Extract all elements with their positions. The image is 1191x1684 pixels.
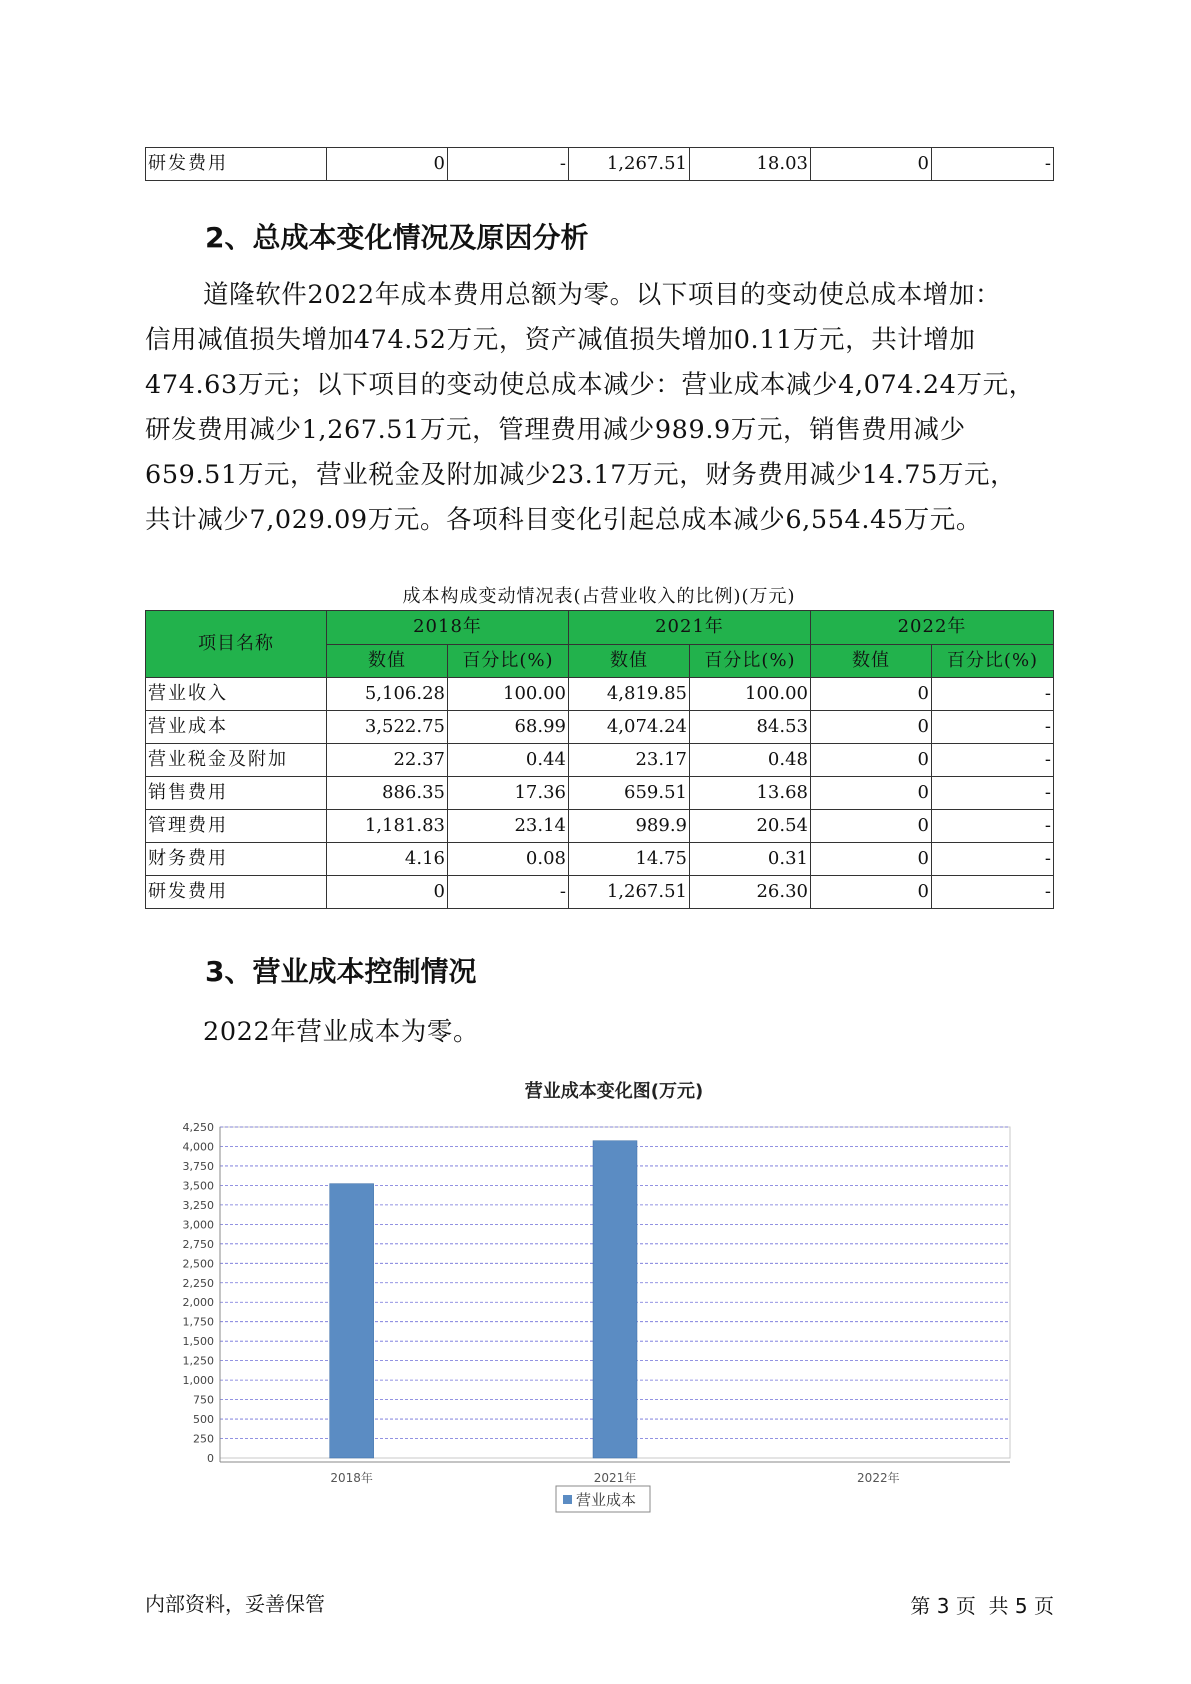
y-tick-label: 250	[193, 1432, 214, 1446]
table-cell: 1,267.51	[569, 148, 690, 181]
table-row	[146, 843, 1054, 876]
table-cell: 20.54	[690, 810, 811, 843]
y-tick-label: 2,000	[182, 1296, 214, 1310]
y-tick-label: 750	[193, 1393, 214, 1407]
table-row	[146, 876, 1054, 909]
table-cell: 0	[327, 876, 448, 909]
y-tick-label: 0	[207, 1452, 214, 1465]
paragraph-line: 共计减少7,029.09万元。各项科目变化引起总成本减少6,554.45万元。	[145, 505, 983, 535]
table-cell: 0.44	[448, 744, 569, 777]
y-tick-label: 4,000	[182, 1140, 214, 1154]
table-row	[146, 711, 1054, 744]
table-cell: 0	[811, 711, 932, 744]
table-row	[146, 777, 1054, 810]
table-cell: 23.14	[448, 810, 569, 843]
table-cell: 886.35	[327, 777, 448, 810]
table-cell: -	[448, 148, 569, 181]
section3-paragraph: 2022年营业成本为零。	[203, 1017, 480, 1047]
y-tick-label: 1,000	[182, 1374, 214, 1388]
table-cell: 22.37	[327, 744, 448, 777]
table-cell: 4,819.85	[569, 678, 690, 711]
y-tick-label: 2,750	[182, 1237, 214, 1251]
table-cell: -	[932, 777, 1054, 810]
table-cell: 100.00	[448, 678, 569, 711]
row-name: 研发费用	[146, 876, 327, 909]
sub-header: 数值	[811, 644, 932, 678]
table-cell: 0	[811, 810, 932, 843]
row-name: 销售费用	[146, 777, 327, 810]
year-header: 2021年	[569, 611, 811, 645]
row-name: 研发费用	[146, 148, 327, 181]
table-cell: 68.99	[448, 711, 569, 744]
table-cell: -	[932, 744, 1054, 777]
y-tick-label: 500	[193, 1413, 214, 1427]
table-cell: 1,181.83	[327, 810, 448, 843]
table-row	[146, 148, 1054, 181]
y-tick-label: 1,750	[182, 1315, 214, 1329]
table-cell: 84.53	[690, 711, 811, 744]
table-cell: -	[932, 843, 1054, 876]
section2-heading: 2、总成本变化情况及原因分析	[205, 221, 589, 254]
chart-title: 营业成本变化图(万元)	[524, 1081, 704, 1102]
table-cell: 18.03	[690, 148, 811, 181]
table-cell: 13.68	[690, 777, 811, 810]
paragraph-line: 474.63万元；以下项目的变动使总成本减少：营业成本减少4,074.24万元，	[145, 370, 1035, 400]
table-cell: 659.51	[569, 777, 690, 810]
cost-chart	[145, 1075, 1053, 1535]
table-caption: 成本构成变动情况表(占营业收入的比例)(万元)	[402, 586, 796, 607]
year-header: 2022年	[811, 611, 1054, 645]
row-name: 财务费用	[146, 843, 327, 876]
table-row	[146, 810, 1054, 843]
row-name: 营业收入	[146, 678, 327, 711]
legend-swatch	[563, 1495, 572, 1504]
y-tick-label: 3,250	[182, 1198, 214, 1212]
table-cell: 0.08	[448, 843, 569, 876]
year-header: 2018年	[327, 611, 569, 645]
table-cell: 3,522.75	[327, 711, 448, 744]
table-row	[146, 744, 1054, 777]
table-cell: 989.9	[569, 810, 690, 843]
x-tick-label: 2021年	[593, 1471, 637, 1485]
table-cell: 0	[811, 876, 932, 909]
table-cell: 0	[811, 777, 932, 810]
top-table	[145, 147, 1054, 181]
footer-left: 内部资料，妥善保管	[145, 1592, 325, 1616]
paragraph-line: 道隆软件2022年成本费用总额为零。以下项目的变动使总成本增加：	[203, 280, 1002, 310]
item-header: 项目名称	[146, 611, 327, 678]
table-cell: 100.00	[690, 678, 811, 711]
table-row	[146, 678, 1054, 711]
x-tick-label: 2018年	[330, 1471, 373, 1485]
table-cell: -	[932, 876, 1054, 909]
footer-page-number: 第 3 页 共 5 页	[910, 1594, 1054, 1618]
paragraph-line: 研发费用减少1,267.51万元，管理费用减少989.9万元，销售费用减少	[145, 415, 966, 445]
table-cell: 0.48	[690, 744, 811, 777]
sub-header: 百分比(%)	[932, 644, 1054, 678]
table-cell: -	[932, 148, 1054, 181]
sub-header: 数值	[569, 644, 690, 678]
table-cell: 23.17	[569, 744, 690, 777]
table-cell: 1,267.51	[569, 876, 690, 909]
table-cell: 0	[811, 843, 932, 876]
x-tick-label: 2022年	[857, 1471, 900, 1485]
sub-header: 百分比(%)	[690, 644, 811, 678]
bar	[593, 1141, 637, 1458]
y-tick-label: 4,250	[182, 1121, 214, 1134]
y-tick-label: 2,250	[182, 1276, 214, 1290]
paragraph-line: 659.51万元，营业税金及附加减少23.17万元，财务费用减少14.75万元，	[145, 460, 1017, 490]
row-name: 营业税金及附加	[146, 744, 327, 777]
cost-table	[145, 610, 1054, 909]
table-cell: 26.30	[690, 876, 811, 909]
table-cell: 17.36	[448, 777, 569, 810]
table-cell: 0.31	[690, 843, 811, 876]
bar	[330, 1184, 374, 1458]
table-cell: 0	[811, 678, 932, 711]
table-cell: 0	[811, 744, 932, 777]
y-tick-label: 3,750	[182, 1159, 214, 1173]
table-cell: 14.75	[569, 843, 690, 876]
y-tick-label: 3,000	[182, 1218, 214, 1232]
legend-label: 营业成本	[576, 1491, 637, 1509]
table-cell: -	[448, 876, 569, 909]
table-cell: 0	[327, 148, 448, 181]
y-tick-label: 1,500	[182, 1335, 214, 1349]
table-cell: 0	[811, 148, 932, 181]
table-cell: 4,074.24	[569, 711, 690, 744]
section2-paragraph	[145, 273, 1075, 543]
section3-heading: 3、营业成本控制情况	[205, 955, 477, 988]
y-tick-label: 1,250	[182, 1354, 214, 1368]
table-cell: 5,106.28	[327, 678, 448, 711]
paragraph-line: 信用减值损失增加474.52万元，资产减值损失增加0.11万元，共计增加	[145, 325, 976, 355]
table-cell: -	[932, 711, 1054, 744]
table-cell: -	[932, 810, 1054, 843]
row-name: 营业成本	[146, 711, 327, 744]
y-tick-label: 3,500	[182, 1179, 214, 1193]
sub-header: 数值	[327, 644, 448, 678]
row-name: 管理费用	[146, 810, 327, 843]
table-header-row	[146, 611, 1054, 645]
sub-header: 百分比(%)	[448, 644, 569, 678]
table-cell: -	[932, 678, 1054, 711]
y-tick-label: 2,500	[182, 1257, 214, 1271]
table-cell: 4.16	[327, 843, 448, 876]
